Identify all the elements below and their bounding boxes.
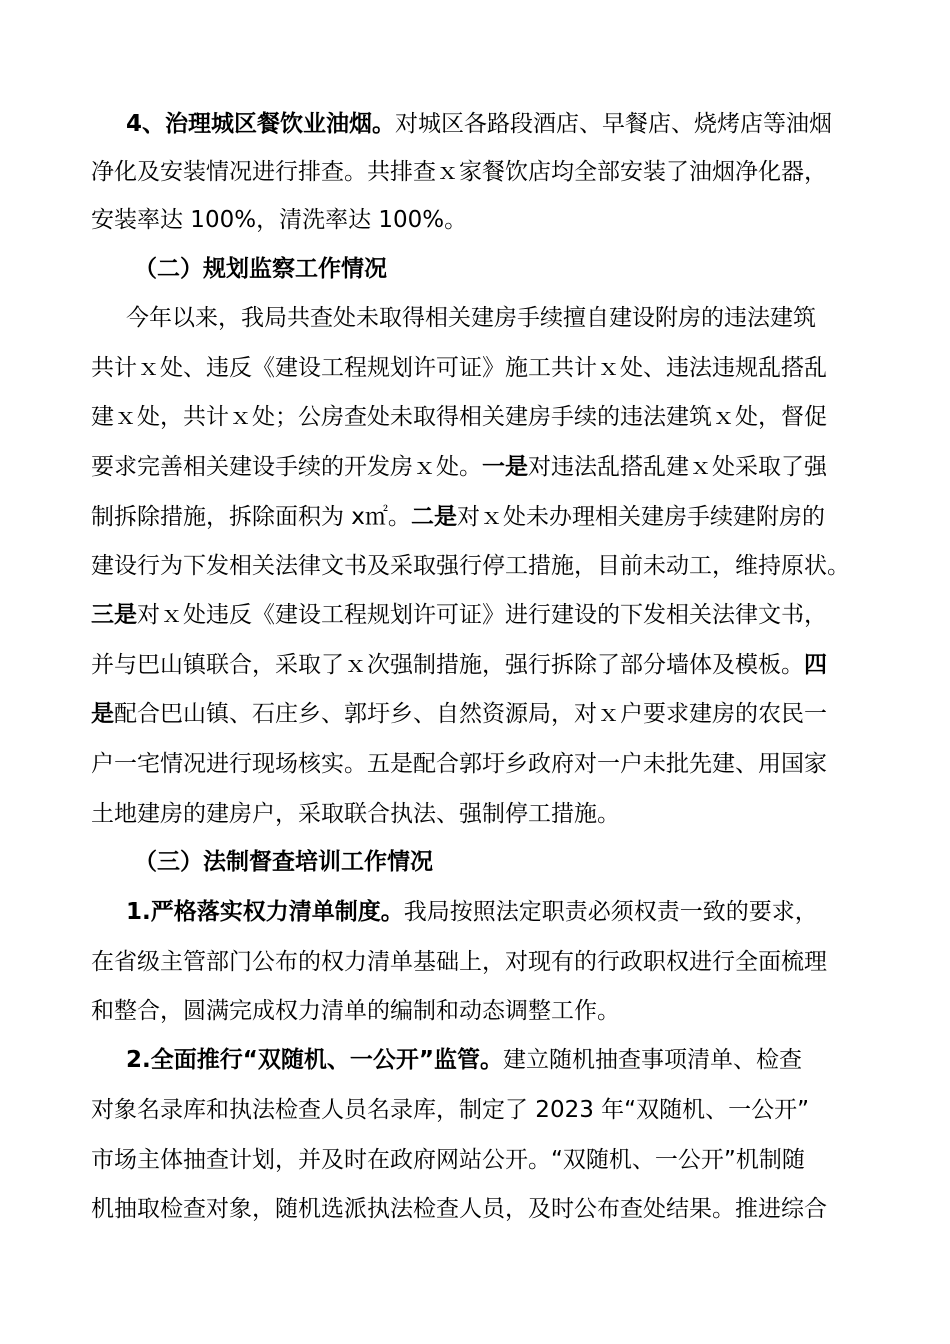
bold-text-segment: 4、治理城区餐饮业油烟。 [126, 111, 396, 137]
text-line [91, 196, 871, 244]
text-line [126, 888, 906, 936]
text-line [91, 690, 871, 738]
text-line [134, 245, 914, 293]
text-segment: 配合巴山镇、石庄乡、郭圩乡、自然资源局，对ｘ户要求建房的农民一 [114, 701, 827, 727]
bold-text-segment: （二）规划监察工作情况 [134, 256, 387, 282]
text-segment: 在省级主管部门公布的权力清单基础上，对现有的行政职权进行全面梳理 [91, 949, 827, 975]
text-line [91, 344, 871, 392]
text-line [134, 838, 914, 886]
text-segment: 建立随机抽查事项清单、检查 [502, 1047, 802, 1073]
bold-text-segment: 四 [804, 652, 827, 678]
text-line [91, 542, 871, 590]
text-segment: 机抽取检查对象，随机选派执法检查人员，及时公布查处结果。推进综合 [91, 1196, 827, 1222]
text-segment: 户一宅情况进行现场核实。五是配合郭圩乡政府对一户未批先建、用国家 [91, 751, 827, 777]
text-segment: 对城区各路段酒店、早餐店、烧烤店等油烟 [395, 111, 833, 137]
text-segment: 对ｘ处违反《建设工程规划许可证》进行建设的下发相关法律文书， [137, 602, 827, 628]
text-segment: 和整合，圆满完成权力清单的编制和动态调整工作。 [91, 998, 620, 1024]
bold-text-segment: 是 [91, 701, 114, 727]
text-line [126, 100, 906, 148]
text-line [91, 790, 871, 838]
text-line [91, 641, 871, 689]
text-segment: 制拆除措施，拆除面积为 x㎡。 [91, 504, 411, 530]
text-segment: 并与巴山镇联合，采取了ｘ次强制措施，强行拆除了部分墙体及模板。 [91, 652, 804, 678]
text-line [91, 393, 871, 441]
text-line [91, 987, 871, 1035]
bold-text-segment: 二是 [410, 504, 457, 530]
bold-text-segment: 2.全面推行“双随机、一公开”监管。 [126, 1047, 503, 1073]
bold-text-segment: 三是 [91, 602, 137, 628]
bold-text-segment: 1.严格落实权力清单制度。 [126, 899, 404, 925]
text-segment: 今年以来，我局共查处未取得相关建房手续擅自建设附房的违法建筑 [126, 305, 816, 331]
text-segment: 对象名录库和执法检查人员名录库，制定了 2023 年“双随机、一公开” [91, 1097, 809, 1123]
text-line [91, 591, 871, 639]
text-segment: 要求完善相关建设手续的开发房ｘ处。 [91, 454, 482, 480]
text-segment: 对违法乱搭乱建ｘ处采取了强 [528, 454, 827, 480]
text-segment: 我局按照法定职责必须权责一致的要求， [403, 899, 818, 925]
text-segment: 市场主体抽查计划，并及时在政府网站公开。“双随机、一公开”机制随 [91, 1147, 805, 1173]
text-line [126, 294, 906, 342]
text-line [91, 148, 871, 196]
text-segment: 对ｘ处未办理相关建房手续建附房的 [456, 504, 825, 530]
text-line [91, 493, 871, 541]
text-line [91, 443, 871, 491]
text-segment: 净化及安装情况进行排查。共排查ｘ家餐饮店均全部安装了油烟净化器， [91, 159, 827, 185]
text-line [126, 1036, 906, 1084]
text-segment: 土地建房的建房户，采取联合执法、强制停工措施。 [91, 801, 620, 827]
text-segment: 建设行为下发相关法律文书及采取强行停工措施，目前未动工，维持原状。 [91, 553, 850, 579]
text-line [91, 1086, 871, 1134]
text-line [91, 938, 871, 986]
text-line [91, 1136, 871, 1184]
text-segment: 共计ｘ处、违反《建设工程规划许可证》施工共计ｘ处、违法违规乱搭乱 [91, 355, 827, 381]
text-line [91, 740, 871, 788]
text-segment: 建ｘ处，共计ｘ处；公房查处未取得相关建房手续的违法建筑ｘ处，督促 [91, 404, 827, 430]
text-line [91, 1185, 871, 1233]
bold-text-segment: （三）法制督查培训工作情况 [134, 849, 433, 875]
bold-text-segment: 一是 [482, 454, 528, 480]
text-segment: 安装率达 100%，清洗率达 100%。 [91, 207, 468, 233]
